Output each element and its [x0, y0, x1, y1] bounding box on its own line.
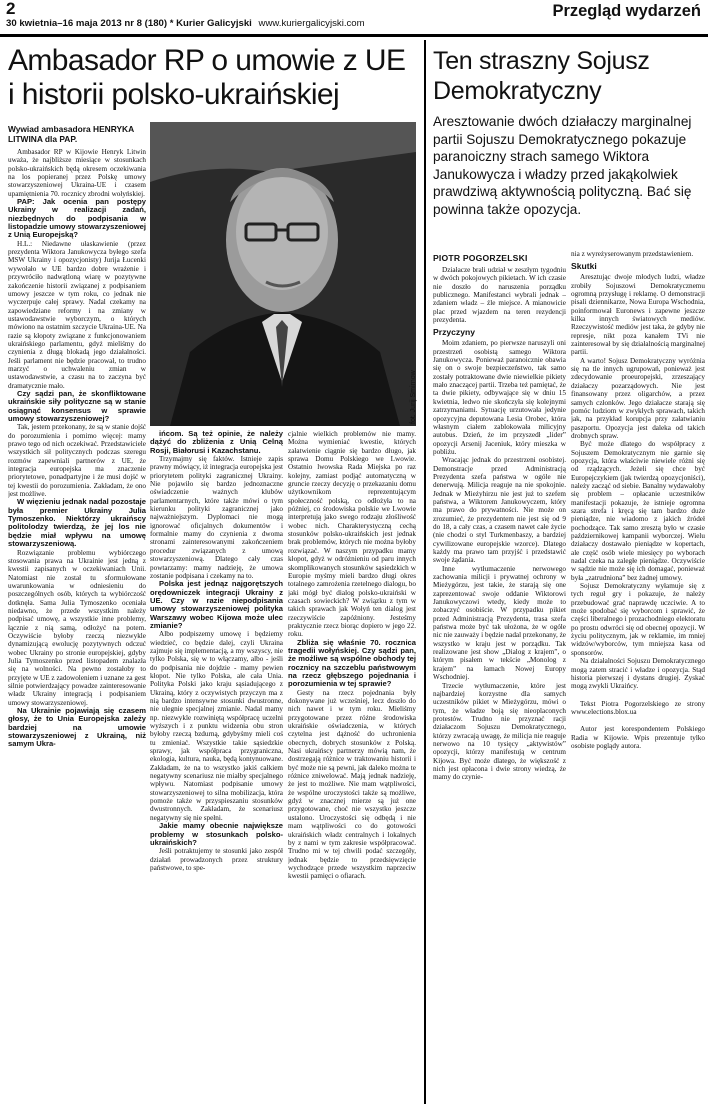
page-number: 2 — [6, 0, 16, 18]
website-link[interactable]: www.kuriergalicyjski.com — [258, 18, 365, 29]
paragraph: Wracając jednak do przestrzeni osobistej. Demonstracje przed Administracją Prezydenta szefa państwa w ogóle nie denerwują. Milicja reaguje na nie spokojnie. Jednak w Mieżyhirzu nie jest już to szefem państwa, a Wiktorem Janukowyczem, który ma prawo do prywatności. Nie może on zrozumieć, że prezydentem nie jest się od 9 do 18, a cały czas, a czasem nawet całe życie (nie chodzi o styl Turkmenbaszy, a bardziej cywilizowane europejskie wzorce). Dlatego każdy ma prawo tam przyjść i przedstawić swoje żądania. — [433, 456, 566, 565]
header-rule — [0, 34, 708, 37]
paragraph: Ambasador RP w Kijowie Henryk Litwin uważa, że najbliższe miesiące w stosunkach polsko-ukraińskich będą okresem oczekiwania na los popieranej przez Polskę umowy stowarzyszeniowej Ukraina-UE i czasem upamiętnienia 70. rocznicy zbrodni wołyńskiej. — [8, 148, 146, 198]
paragraph: nia z wyreżyserowanym przedstawieniem. — [571, 250, 694, 258]
issue-line — [6, 18, 365, 29]
interview-question: Na Ukrainie pojawiają się czasem głosy, że to Unia Europejska zależy bardziej na umowie stowarzyszeniowej z Ukrainą, niż samym Ukra- — [8, 706, 146, 749]
interview-question: PAP: Jak ocenia pan postępy Ukrainy w realizacji zadań, niezbędnych do podpisania w listopadzie umowy stowarzyszeniowej z Unią Europejską? — [8, 197, 146, 240]
article1-column-2 — [150, 430, 283, 1100]
paragraph: Sojusz Demokratyczny wyłamuje się z tych reguł gry i pokazuje, że należy przebudować grać naprawdę uczciwie. A to może spodobać się wyborcom i sprawić, że części liberalnego i prozachodniego elektoratu po prostu odwróci się od obecnej opozycji. W życiu politycznym, jak w reklamie, im mniej widzów/wyborców, tym mniejsza kasa od sponsorów. — [571, 582, 705, 657]
paragraph: Trzecie wytłumaczenie, które jest najbardziej korzystne dla samych uczestników pikiet w Mieżygórzu, mówi o tym, że władze boją się nieoplaconych protestów. Trudno nie przyznać racji działaczom Sojuszu Demokratycznego, którzy zwracają uwagę, że milicja nie reaguje nerwowo na 10 tysięcy „aktywistów” opozycji, którzy manifestują w centrum Kijowa. Być może dlatego, że większość z nich jest opłacona i dwie strony wiedzą, że mamy do czynie- — [433, 681, 566, 782]
spacer — [571, 691, 705, 700]
paragraph: Jeśli potraktujemy te stosunki jako zespół działań prowadzonych przez struktury państwowe, to spe- — [150, 847, 283, 872]
article1-title: Ambasador RP o umowie z UE i historii polsko-ukraińskiej — [8, 44, 406, 111]
article2-column-1 — [433, 266, 566, 1100]
article2-lead: Aresztowanie dwóch działaczy marginalnej partii Sojuszu Demokratycznego pokazuje paranoiczny strach samego Wiktora Janukowycza i władzy przed jakąkolwiek prawdziwą aktywnością polityczną. Bać się powinna także opozycja. — [433, 114, 692, 217]
subheading: Skutki — [571, 261, 597, 272]
interview-question: W więzieniu jednak nadal pozostaje była premier Ukrainy Julia Tymoszenko. Niektórzy ukraińscy politolodzy twierdzą, że jej los nie będzie miał wpływu na umowę stowarzyszeniową. — [8, 497, 146, 549]
article2-author: PIOTR POGORZELSKI — [433, 253, 528, 263]
paragraph: Gesty na rzecz pojednania były dokonywane już wcześniej, lecz doszło do nich nawet i w tym roku. Mieliśmy przygotowane przez różne środowiska ukraińskie oświadczenia, w których czytelna jest dążność do uchronienia obecnych, dobrych stosunków z Polską. Nasi ukraińscy partnerzy mówią nam, że dostrzegają różnice w traktowaniu historii i być może nie są pewni, jak daleko można te różnice zniwelować. Mają jednak nadzieję, że jest to możliwe. Nie mam wątpliwości, że wspólne uroczystości także są możliwe, gdyż w znacznej mierze są już one przygotowane, choć nie wszystko jeszcze ustalono. Uroczystości się odbędą i nie mam wątpliwości co do gotowości ukraińskich władz centralnych i lokalnych by z nami w tym zakresie współpracować. Trudno mi w tej chwili podać szczegóły, jednak będzie to przedsięwzięcie wychodzące przede wszystkim naprzeciw kwestii pamięci o ofiarach. — [288, 688, 416, 881]
paragraph: Być może dlatego do współpracy z Sojuszem Demokratycznym nie garnie się opozycja, która właściwie niewiele różni się od rządzących. Jeżeli się chce być Europejczykiem (jak twierdzą opozycjoniści), należy zacząć od siebie. Banalny wydawałoby się problem – opłacanie uczestników manifestacji pokazuje, że istnieje ogromna szara strefa i kręcą się tam bardzo duże pieniądze, nie wiadomo z jakich źródeł pochodzące. Tak samo zresztą było w czasie październikowej kampanii wyborczej. Wielu działaczy dostawało pieniądze w kopertach, ale część osób wiele miesięcy po wyborach nadal czeka na zaległe pieniądze. Oczywiście w sądzie nie może się ich domagać, ponieważ była „zatrudniona” bez żadnej umowy. — [571, 440, 705, 582]
article1-intro: Wywiad ambasadora HENRYKA LITWINA dla PAP. — [8, 124, 134, 144]
ambassador-photo — [150, 122, 416, 426]
photo-credit-text: fot. Jurij Smirnow — [410, 370, 417, 424]
paragraph: Tekst Piotra Pogorzelskiego ze strony www.elections.blox.ua — [571, 699, 705, 716]
paragraph: Rozwiązanie problemu wybiórczego stosowania prawa na Ukrainie jest jedną z kwestii zapisanych w oczekiwaniach Unii. Natomiast nie został tu sformułowane uwarunkowania w odniesieniu do poszczególnych osób, których ta wybiórczość dotknęła. Sama Julia Tymoszenko oceniała niedawno, że przede wszystkim należy podpisać umowę, a wszystkie inne problemy, łącznie z nią samą, odłożyć na potem. Oczywiście byłoby rzeczą niezwykle dynamizującą ewolucję pozytywnych odczuć wobec Ukrainy po stronie europejskiej, gdyby Julia Tymoszenko przed listopadem znalazła się na wolności. Na pewno zostałoby to przyjęte w UE z zadowoleniem i uznane za gest silnie potwierdzający powadze zainteresowanie władz Ukrainy integracją i podpisaniem umowy stowarzyszeniowej. — [8, 548, 146, 707]
paragraph: Na działalności Sojuszu Demokratycznego mogą zatem stracić i władze i opozycja. Stąd historia pierwszej i dystans drugiej. Zyskać mogą zwykli Ukraińcy. — [571, 657, 705, 691]
subheading: Przyczyny — [433, 327, 476, 338]
interview-question: Czy sądzi pan, że skonfliktowane ukraińskie siły polityczne są w stanie osiągnąć konsensus w sprawie umowy stowarzyszeniowej? — [8, 388, 146, 423]
issue-info: 30 kwietnia–16 maja 2013 nr 8 (180) * Kurier Galicyjski — [6, 18, 252, 29]
interview-question: Polska jest jednąz najgorętszych orędowniczek integracji Ukrainy z UE. Czy w razie niepodpisania umowy stowarzyszeniowej polityka Warszawy wobec Kijowa może ulec zmianie? — [150, 579, 283, 630]
interview-question: ińcom. Są też opinie, że należy dążyć do zbliżenia z Unią Celną Rosji, Białorusi i Kazachstanu. — [150, 430, 283, 455]
paragraph: Trzymajmy się faktów. Istnieje zapis prawny mówiący, iż integracja europejska jest priorytetem polityki zagranicznej Ukrainy. Nie pojawiło się bardzo jednoznaczne oświadczenie ważnych klubów parlamentarnych, które także mówi o tym kierunku polityki zagranicznej jako najważniejszym. Dyplomaci nie mogą ignorować oficjalnych dokumentów i formalnie mamy do czynienia z dwoma stronami zainteresowanymi zakończeniem procedur związanych z umową stowarzyszeniową. Dlatego cały czas powtarzamy: mamy nadzieję, że umowa zostanie podpisana i czekamy na to. — [150, 455, 283, 580]
interview-question: Jakie mamy obecnie największe problemy w stosunkach polsko-ukraińskich? — [150, 821, 283, 847]
article2-title: Ten straszny Sojusz Demokratyczny — [433, 47, 650, 105]
article1-column-1 — [8, 148, 146, 1100]
paragraph: cjalnie wielkich problemów nie mamy. Można wymieniać kwestie, których załatwienie ciągnie się bardzo długo, jak sprawa Domu Polskiego we Lwowie. Ostatnio lwowska Rada Miejska po raz kolejny, zamiast podjąć automatyczną w gruncie rzeczy decyzję o przekazaniu domu użytkownikom reprezentującym społeczność polską, co odłożyła to na później, co środowiska polskie we Lwowie interpretują jako swego rodzaju złośliwość wobec nich. Charakterystyczną cechą stosunków polsko-ukraińskich jest jednak brak problemów, których nie można byłoby rozwiązać. W naszym przypadku mamy kłopot, gdyż w odróżnieniu od paru innych skomplikowanych stosunków sąsiedzkich w Europie myśmy mieli bardzo długi okres totalnego zamrożenia rzetelnego dialogu, bo jaki mógł być dialog polsko-ukraiński w czasach sowieckich? W związku z tym w takich sprawach jak Wołyń ten dialog jest rzeczywiście zapóźniony. Jesteśmy praktycznie rzecz biorąc dopiero w jego 22. roku. — [288, 430, 416, 639]
interview-question: Zbliża się właśnie 70. rocznica tragedii wołyńskiej. Czy sądzi pan, że możliwe są wspólne obchody tej rocznicy na szczeblu państwowym na rzecz głębszego pojednania i porozumienia w tej sprawie? — [288, 637, 416, 689]
paragraph: Aresztując dwoje młodych ludzi, władze zrobiły Sojuszowi Demokratycznemu ogromną przysługę i reklamę. O demonstracji pisali dziennikarze, Nowa Europa Wschodnia, poinformował Euronews i zapewne jeszcze kilka innych światowych mediów. Rzeczywistość mediów jest taka, że gdyby nie represje, nikt poza kanałem TVi nie zainteresował by się działalnością marginalnej partii. — [571, 273, 705, 357]
paragraph: Moim zdaniem, po pierwsze naruszyli oni przestrzeń osobistą samego Wiktora Janukowycza. Ponieważ paranoicznie obawia się on o swoje bezpieczeństwo, tak samo zostały potraktowane dwie niewielkie pikiety mało znaczącej partii. Trzeba też pamiętać, że ta dwie pikiety, odbywające się w dniu 15 kwietnia, ledwo nie skończyła się kolejnymi zatrzymaniami. Sytuację urzutowała jedynie opozycyjna deputowana Lesia Orobec, która własnym ciałem zablokowała milicyjny autobus. Dzień, że im przyszedł „lider” opozycji Arsenij Jaceniuk, który mieszka w pobliżu. — [433, 339, 566, 456]
paragraph: A warto! Sojusz Demokratyczny wyróżnia się na tle innych ugrupowań, ponieważ jest zdecydowanie proeuropejski, zrzeszający działaczy pozarządowych. Nie jest finansowany przez oligarchów, a przez samych członków. Jego działacze starają się pomóc ludziom w zwykłych sprawach, takich jak, na przykład korupcja przy załatwianiu paszportu. Opozycja jest daleka od takich drobnych spraw. — [571, 356, 705, 440]
paragraph: Tak, jestem przekonany, że są w stanie dojść do porozumienia i pomimo więcej: mamy prawo tego od nich oczekiwać. Przedstawiciele wszystkich sił politycznych podczas szeregu rozmów zapewniali partnerów z UE, że integracja europejska ma znaczenie priorytetowe, ponadpartyjne i że musi dojść w tej kwestii do porozumienia. Zakładam, że ono jest możliwe. — [8, 423, 146, 499]
section-title: Przegląd wydarzeń — [552, 2, 701, 20]
paragraph: Albo podpiszemy umowę i będziemy wiedzieć, co będzie dalej, czyli Ukraina zajmuje się implementacją, a my wszyscy, nie tylko Polska, się w to włączamy, albo - jeśli do podpisania nie dojdzie - mamy pewien kłopot. Nie tylko Polska, ale cała Unia. Polityka Polski jako kraju sąsiadującego z Ukrainą, który z oczywistych przyczyn ma z nią bardzo intensywne stosunki dwustronne, nie ulegnie specjalnej zmianie. Nadal mamy np. niezwykle rozwiniętą współpracę uczelni wyższych i z punktu widzenia obu stron byłoby rzeczą bzdurną, gdybyśmy mieli coś tu zmieniać. Wszystkie takie sąsiedzkie sprawy, jak współpraca przygraniczna, ekologia, kultura, nauka, będą kontynuowane. Zakładam, że na to wszystko jakiś całkiem negatywny scenariusz nie miałby specjalnego wpływu. Natomiast podpisanie umowy stowarzyszeniowej to silna mobilizacja, która pomoże także w przyspieszaniu stosunków dwustronnych. Zakładam, że scenariusz negatywny się nie spełni. — [150, 630, 283, 822]
spacer — [571, 716, 705, 725]
paragraph: H.L.: Niedawne ułaskawienie (przez prezydenta Wiktora Janukowycza byłego szefa MSW Ukrainy i opozycjonisty) Jurija Łucenki wywołało w UE bardzo dobre wrażenie i przywróciło nadwątloną wiarę w pozytywne zakończenie historii związanej z podpisaniem umowy jeszcze w tym roku, co jednak nie wyczerpuje całej sprawy. Nadal czekamy na zapowiedziane reformy i na zmiany w ustawodawstwie wyborczym, o których mówiono na ostatnim szczycie Ukraina-UE. Na razie są kłopoty związane z funkcjonowaniem ukraińskiego parlamentu, gdyż mieliśmy do czynienia z długą blokadą jego działalności. Jeśli parlament nie będzie pracował, to trudno marzyć o uchwaleniu zmian w ustawodawstwie, a czasu na to zaczyna być dramatycznie mało. — [8, 239, 146, 390]
paragraph: Inne wytłumaczenie nerwowego zachowania milicji i prywatnej ochrony w Mieżygórzu, jest takie, że starają się one zaprezentować swoje oddanie Wiktorowi Janukowyczowi wtedy, kiedy może to zobaczyć osobiście. W przypadku pikiet przed Administracją Prezydenta, trasa szefa państwa może być tak ułożona, że w ogóle nic nie zauważy i będzie nadal przekonany, że wszystko w kraju jest w porządku. Tak realizowane jest show „Dialog z krajem”, o którym pisałem w tekście „Monolog z krajem” na łamach Nowej Europy Wschodniej. — [433, 564, 566, 682]
paragraph: Działacze brali udział w zeszłym tygodniu w dwóch pokojowych pikietach. W ich czasie nie doszło do naruszenia porządku publicznego. Manifestanci wybrali jednak – zdaniem władz – źle miejsce. A mianowicie plac przed wjazdem na teren rezydencji prezydenta. — [433, 266, 566, 325]
paragraph: Autor jest korespondentem Polskiego Radia w Kijowie. Wpis prezentuje tylko osobiste poglądy autora. — [571, 725, 705, 750]
column-separator — [424, 40, 426, 1104]
article2-column-2 — [571, 250, 705, 1100]
ambassador-portrait-image — [150, 122, 416, 426]
article1-column-3 — [288, 430, 416, 1100]
